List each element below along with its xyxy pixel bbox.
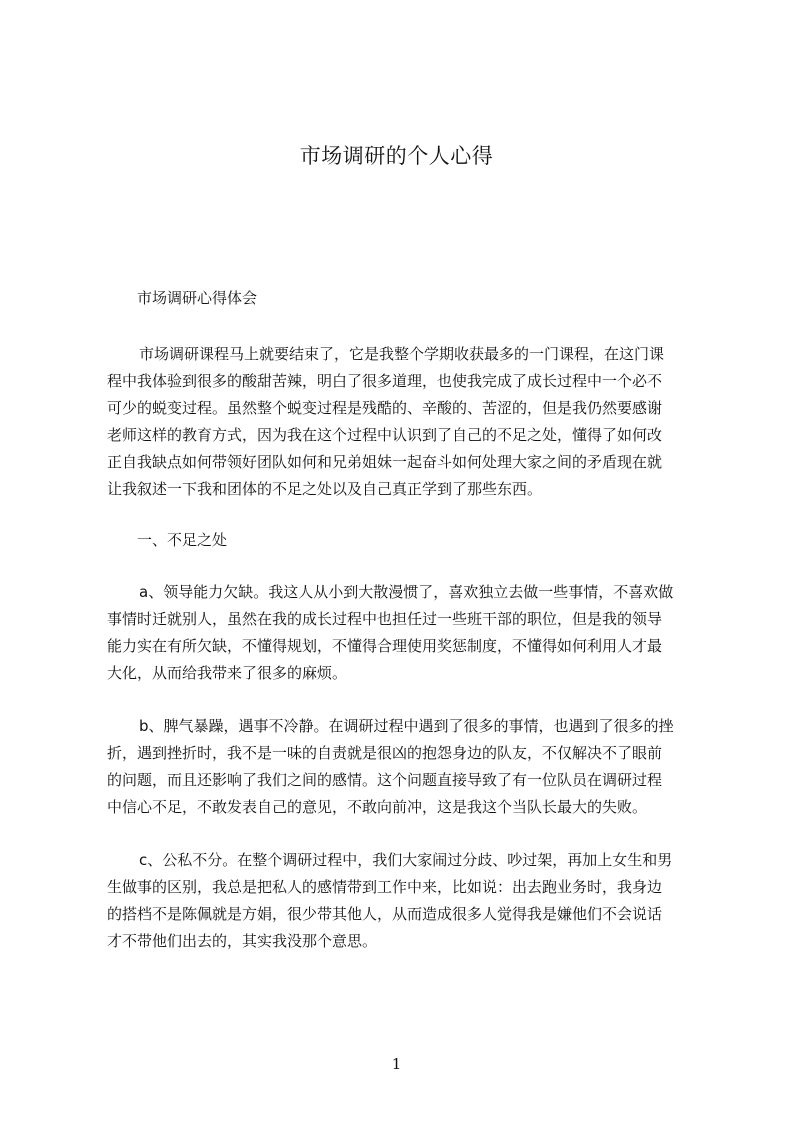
point-b-line: 折，遇到挫折时，我不是一味的自责就是很凶的抱怨身边的队友，不仅解决不了眼前 [107,744,663,762]
point-a-line: a、领导能力欠缺。我这人从小到大散漫惯了，喜欢独立去做一些事情，不喜欢做 [139,583,674,601]
point-a-line: 事情时迁就别人，虽然在我的成长过程中也担任过一些班干部的职位，但是我的领导 [107,610,663,628]
point-b-line: 的问题，而且还影响了我们之间的感情。这个问题直接导致了有一位队员在调研过程 [107,771,663,789]
intro-line: 程中我体验到很多的酸甜苦辣，明白了很多道理，也使我完成了成长过程中一个必不 [107,372,663,390]
page-number: 1 [391,1055,402,1073]
point-c-line: 才不带他们出去的，其实我没那个意思。 [107,932,378,950]
point-b-line: b、脾气暴躁，遇事不冷静。在调研过程中遇到了很多的事情，也遇到了很多的挫 [139,717,674,735]
intro-line: 让我叙述一下我和团体的不足之处以及自己真正学到了那些东西。 [107,480,543,498]
point-c-line: c、公私不分。在整个调研过程中，我们大家闹过分歧、吵过架，再加上女生和男 [139,851,673,869]
intro-line: 市场调研课程马上就要结束了，它是我整个学期收获最多的一门课程，在这门课 [139,345,665,363]
point-a-paragraph [107,579,707,687]
point-b-line: 中信心不足，不敢发表自己的意见，不敢向前冲，这是我这个当队长最大的失败。 [107,798,648,816]
intro-line: 可少的蜕变过程。虽然整个蜕变过程是残酷的、辛酸的、苦涩的，但是我仍然要感谢 [107,399,663,417]
section-heading: 一、不足之处 [137,531,228,549]
point-c-line: 生做事的区别，我总是把私人的感情带到工作中来，比如说：出去跑业务时，我身边 [107,878,663,896]
intro-line: 老师这样的教育方式，因为我在这个过程中认识到了自己的不足之处，懂得了如何改 [107,426,663,444]
intro-line: 正自我缺点如何带领好团队如何和兄弟姐妹一起奋斗如何处理大家之间的矛盾现在就 [107,453,663,471]
intro-paragraph [107,341,707,503]
document-title: 市场调研的个人心得 [299,144,494,168]
point-c-line: 的搭档不是陈佩就是方娟，很少带其他人，从而造成很多人觉得我是嫌他们不会说话 [107,905,663,923]
point-a-line: 大化，从而给我带来了很多的麻烦。 [107,664,348,682]
point-b-paragraph [107,713,707,821]
point-c-paragraph [107,847,707,955]
point-a-line: 能力实在有所欠缺，不懂得规划，不懂得合理使用奖惩制度，不懂得如何利用人才最 [107,637,663,655]
subtitle: 市场调研心得体会 [137,289,258,307]
